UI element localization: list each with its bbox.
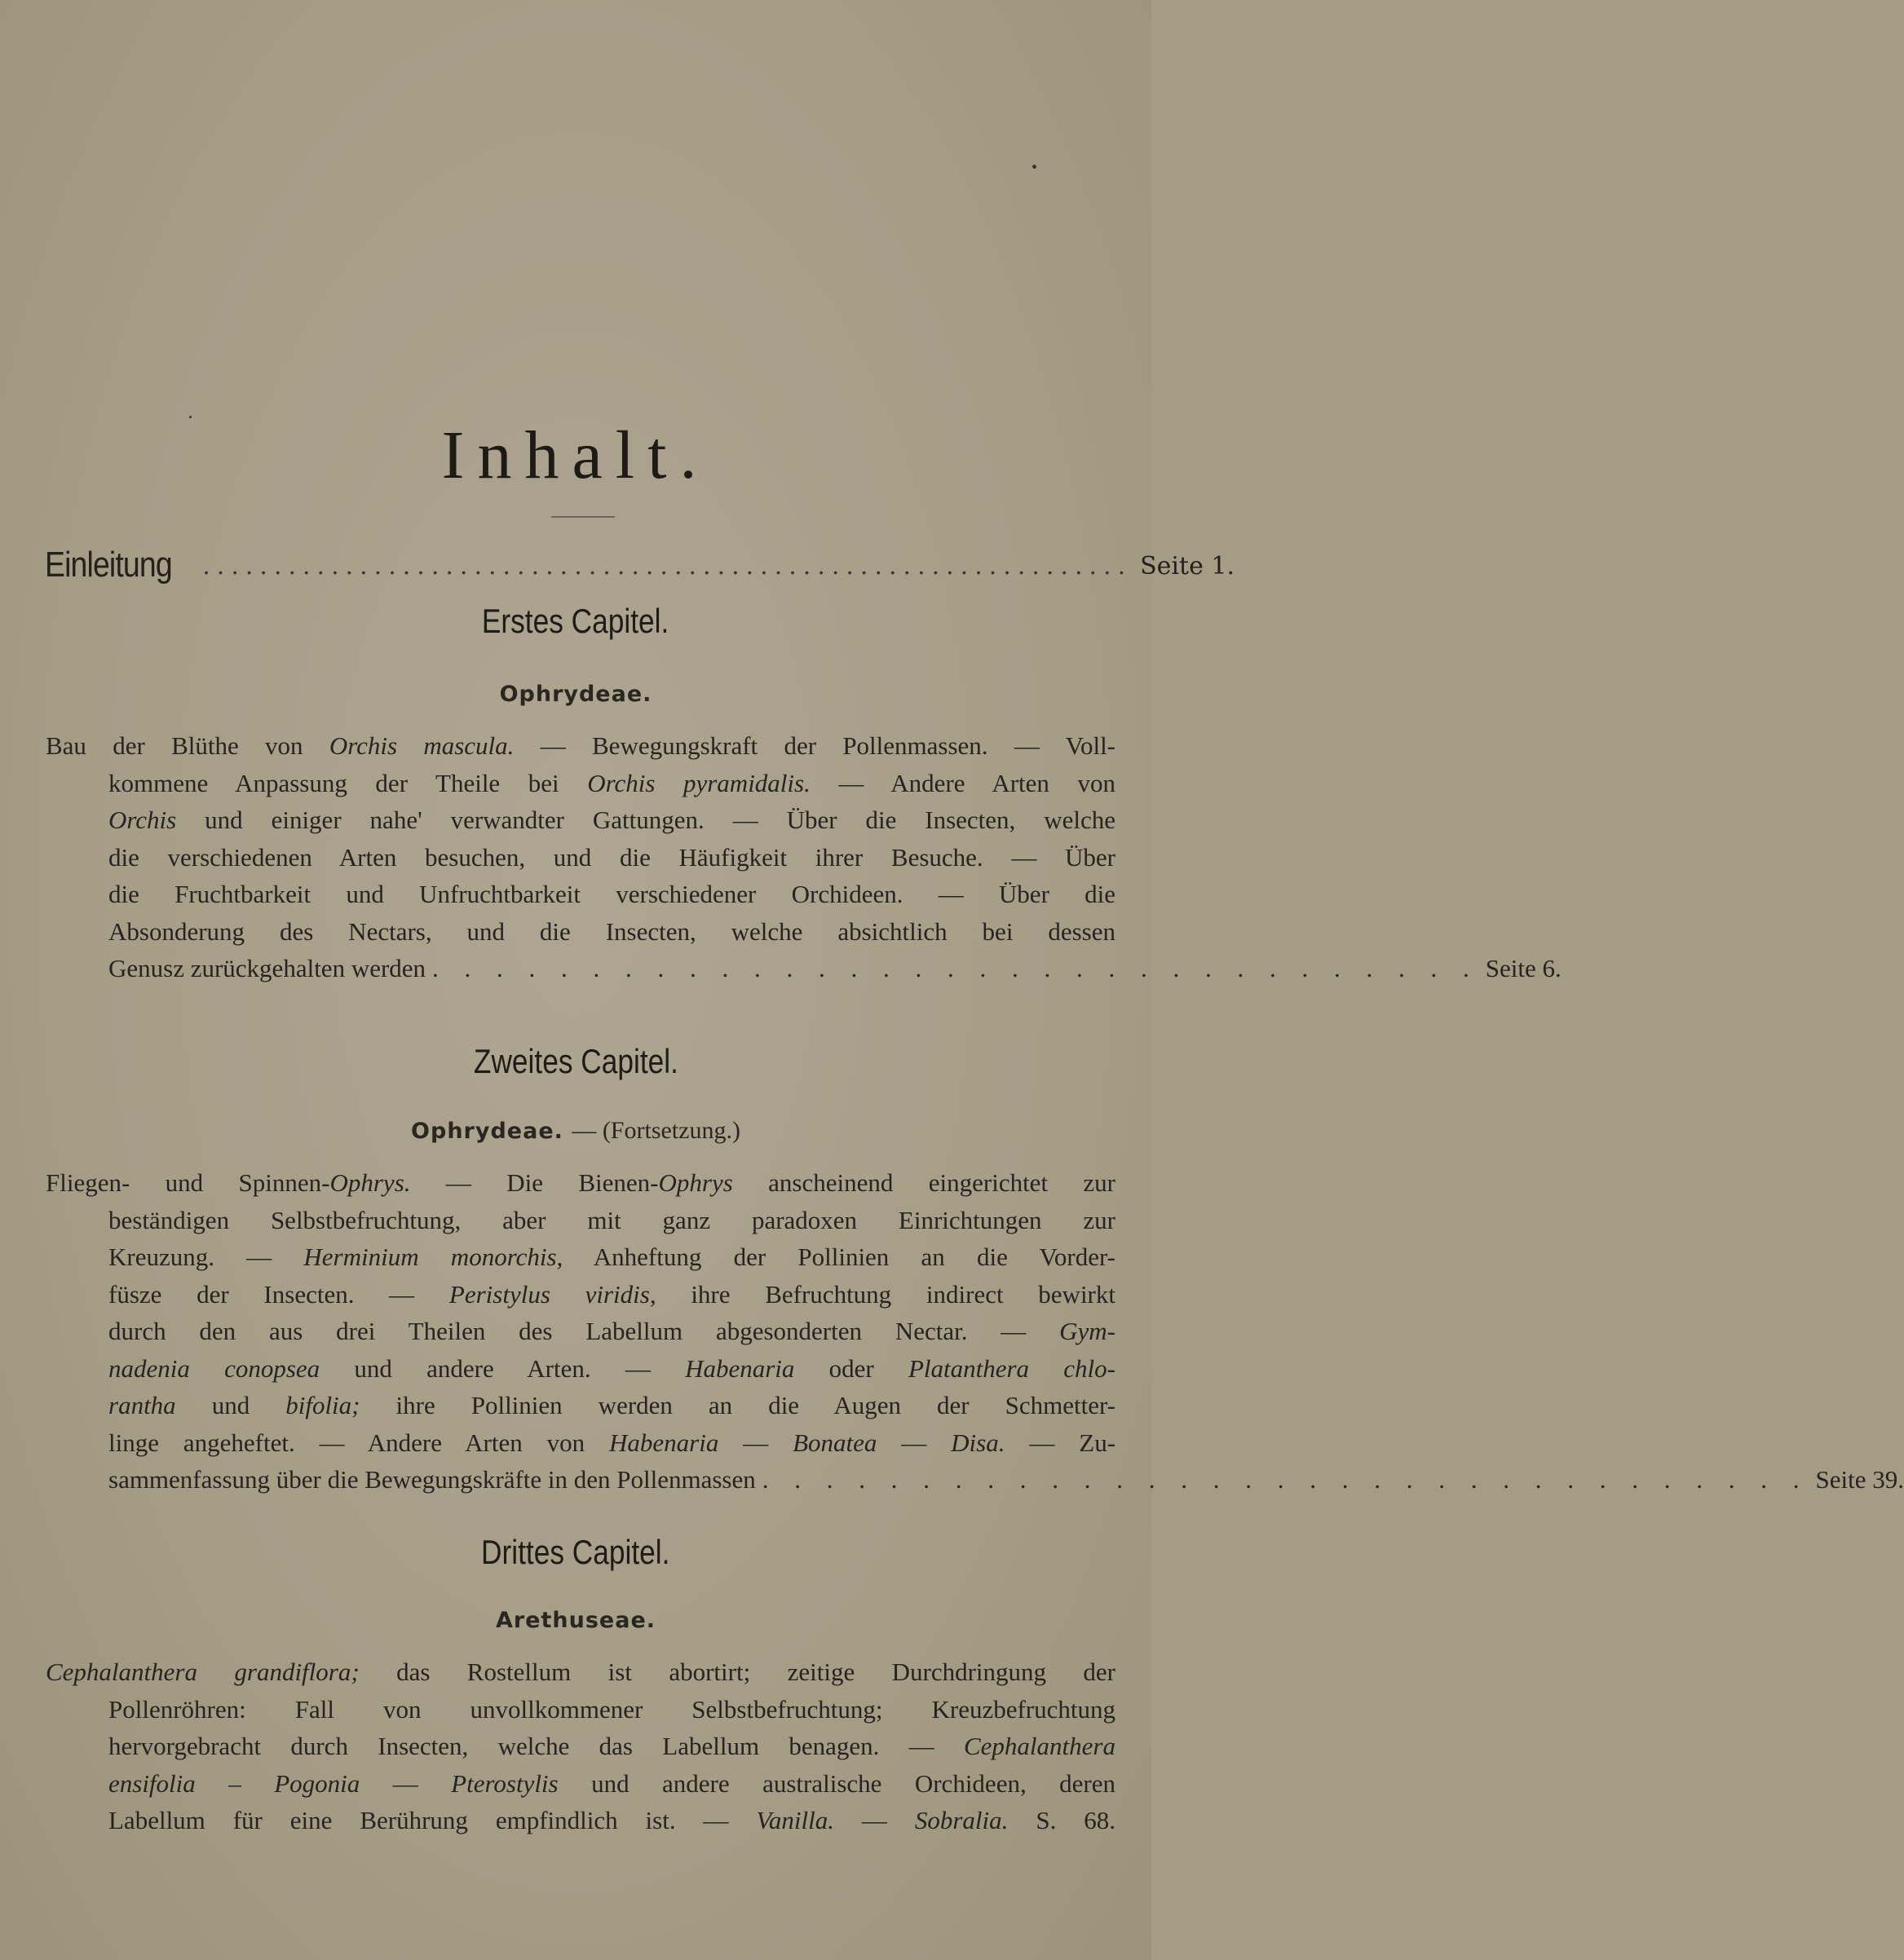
italic-taxon: Orchis <box>108 806 177 834</box>
italic-taxon: Sobralia. <box>914 1806 1009 1834</box>
toc-entry-intro <box>45 536 1235 585</box>
italic-taxon: Ophrys. <box>329 1168 411 1197</box>
summary-text: — Bewegungskraft der Pollenmassen. — Voll- <box>514 731 1116 760</box>
summary-text: — Zu- <box>1005 1428 1116 1457</box>
summary-text: die verschiedenen Arten besuchen, und die Häufigkeit ihrer Besuche. — Über <box>108 842 1115 872</box>
italic-taxon: Peristylus viridis, <box>448 1279 656 1309</box>
chapter-summary <box>46 1653 1115 1839</box>
summary-line <box>46 1350 1115 1388</box>
italic-taxon: ensifolia <box>108 1768 196 1798</box>
summary-line <box>46 765 1115 802</box>
summary-text: und <box>175 1391 286 1419</box>
dot-leader: . . . . . . . . . . . . . . . . . . . . . . . . . . . . . . . . . <box>432 954 1479 982</box>
italic-taxon: Pterostylis <box>451 1768 559 1798</box>
chapter-heading: Drittes Capitel. <box>481 1533 670 1571</box>
summary-text: und einiger nahe' verwandter Gattungen. — Über die Insecten, welche <box>176 806 1115 834</box>
summary-line <box>46 1765 1115 1803</box>
summary-text: oder <box>794 1353 908 1383</box>
chapter-heading: Erstes Capitel. <box>482 602 669 640</box>
summary-line <box>46 950 1562 987</box>
summary-text: hervorgebracht durch Insecten, welche das Labellum benagen. — <box>108 1732 964 1760</box>
summary-line <box>46 1802 1115 1839</box>
italic-taxon: Bonatea <box>793 1428 877 1457</box>
italic-taxon: Cephalanthera grandiflora; <box>46 1658 360 1686</box>
summary-line <box>46 876 1115 913</box>
chapter-summary <box>46 1164 1904 1499</box>
dot-leader: . . . . . . . . . . . . . . . . . . . . . . . . . . . . . . . . . <box>762 1465 1809 1494</box>
chapter-summary <box>46 727 1562 987</box>
italic-taxon: Vanilla. <box>756 1806 835 1834</box>
summary-text: sammenfassung über die Bewegungskräfte in den Pollenmassen <box>108 1465 756 1494</box>
summary-line <box>46 1238 1115 1276</box>
intro-page: Seite 1. <box>1140 552 1235 580</box>
summary-text: – <box>195 1768 275 1798</box>
summary-line <box>46 1313 1115 1350</box>
summary-line <box>46 1728 1115 1765</box>
summary-text: — <box>877 1428 952 1457</box>
summary-text: das Rostellum ist abortirt; zeitige Durchdringung der <box>359 1658 1116 1686</box>
italic-taxon: Herminium monorchis, <box>303 1243 563 1271</box>
summary-text: Kreuzung. — <box>108 1243 304 1271</box>
chapter-subheading: Ophrydeae. — (Fortsetzung.) <box>411 1117 740 1144</box>
summary-line <box>46 1691 1115 1728</box>
paper-speck <box>1032 165 1036 169</box>
title-rule <box>551 516 615 518</box>
italic-taxon: Pogonia <box>274 1768 360 1798</box>
summary-text: Fliegen- und Spinnen- <box>46 1168 330 1197</box>
chapter-heading: Zweites Capitel. <box>473 1042 678 1080</box>
summary-text: — <box>718 1428 793 1457</box>
italic-taxon: Disa. <box>951 1428 1005 1457</box>
summary-line <box>46 913 1115 951</box>
summary-text: und andere australische Orchideen, deren <box>558 1768 1115 1798</box>
italic-taxon: Habenaria <box>609 1428 719 1457</box>
summary-text: — Die Bienen- <box>410 1168 659 1197</box>
italic-taxon: Cephalanthera <box>964 1732 1115 1760</box>
summary-line <box>46 1276 1115 1313</box>
summary-text: beständigen Selbstbefruchtung, aber mit ganz paradoxen Einrichtungen zur <box>108 1205 1115 1234</box>
italic-taxon: nadenia conopsea <box>108 1353 320 1383</box>
summary-text: füsze der Insecten. — <box>108 1279 449 1309</box>
summary-text: durch den aus drei Theilen des Labellum abgesonderten Nectar. — <box>108 1317 1060 1345</box>
summary-line <box>46 1387 1115 1424</box>
italic-taxon: Orchis mascula. <box>329 731 515 760</box>
summary-text: — <box>360 1768 452 1798</box>
summary-text: Anheftung der Pollinien an die Vorder- <box>563 1243 1115 1271</box>
summary-text: ihre Pollinien werden an die Augen der Schmetter- <box>360 1391 1115 1419</box>
summary-text: kommene Anpassung der Theile bei <box>108 768 588 797</box>
page-reference: Seite 6. <box>1485 954 1562 982</box>
italic-taxon: Platanthera chlo- <box>908 1353 1115 1383</box>
summary-text: — Andere Arten von <box>810 768 1115 797</box>
summary-text: anscheinend eingerichtet zur <box>732 1168 1116 1197</box>
italic-taxon: Gym- <box>1059 1317 1115 1345</box>
summary-text: Absonderung des Nectars, und die Insecten, welche absichtlich bei dessen <box>108 916 1115 946</box>
summary-line <box>46 1202 1115 1239</box>
chapter-subheading: Arethuseae. <box>495 1608 656 1633</box>
italic-taxon: Orchis pyramidalis. <box>587 768 811 797</box>
summary-line <box>46 1164 1115 1202</box>
summary-text: Pollenröhren: Fall von unvollkommener Selbstbefruchtung; Kreuzbefruchtung <box>108 1694 1115 1724</box>
intro-label: Einleitung <box>45 545 172 585</box>
italic-taxon: Habenaria <box>685 1353 795 1383</box>
dot-leader: ................................................................. <box>202 552 1133 580</box>
summary-text: Genusz zurückgehalten werden <box>108 954 426 982</box>
summary-line <box>46 839 1115 876</box>
summary-line <box>46 1653 1115 1691</box>
summary-text: ihre Befruchtung indirect bewirkt <box>656 1279 1115 1309</box>
italic-taxon: rantha <box>108 1391 176 1419</box>
summary-line <box>46 1461 1904 1499</box>
page-reference: Seite 39. <box>1815 1465 1904 1494</box>
summary-line <box>46 727 1115 765</box>
italic-taxon: bifolia; <box>285 1391 360 1419</box>
chapter-subheading: Ophrydeae. <box>499 682 652 707</box>
summary-text: Bau der Blüthe von <box>46 731 329 760</box>
summary-text: und andere Arten. — <box>320 1353 686 1383</box>
summary-text: die Fruchtbarkeit und Unfruchtbarkeit verschiedener Orchideen. — Über die <box>108 880 1115 908</box>
summary-text: S. 68. <box>1008 1806 1115 1834</box>
summary-line <box>46 801 1115 839</box>
summary-line <box>46 1424 1115 1462</box>
page-title: Inhalt. <box>441 417 710 493</box>
summary-text: — <box>834 1806 915 1834</box>
italic-taxon: Ophrys <box>658 1168 733 1197</box>
summary-text: linge angeheftet. — Andere Arten von <box>108 1428 609 1457</box>
summary-text: Labellum für eine Berührung empfindlich ist. — <box>108 1806 757 1834</box>
